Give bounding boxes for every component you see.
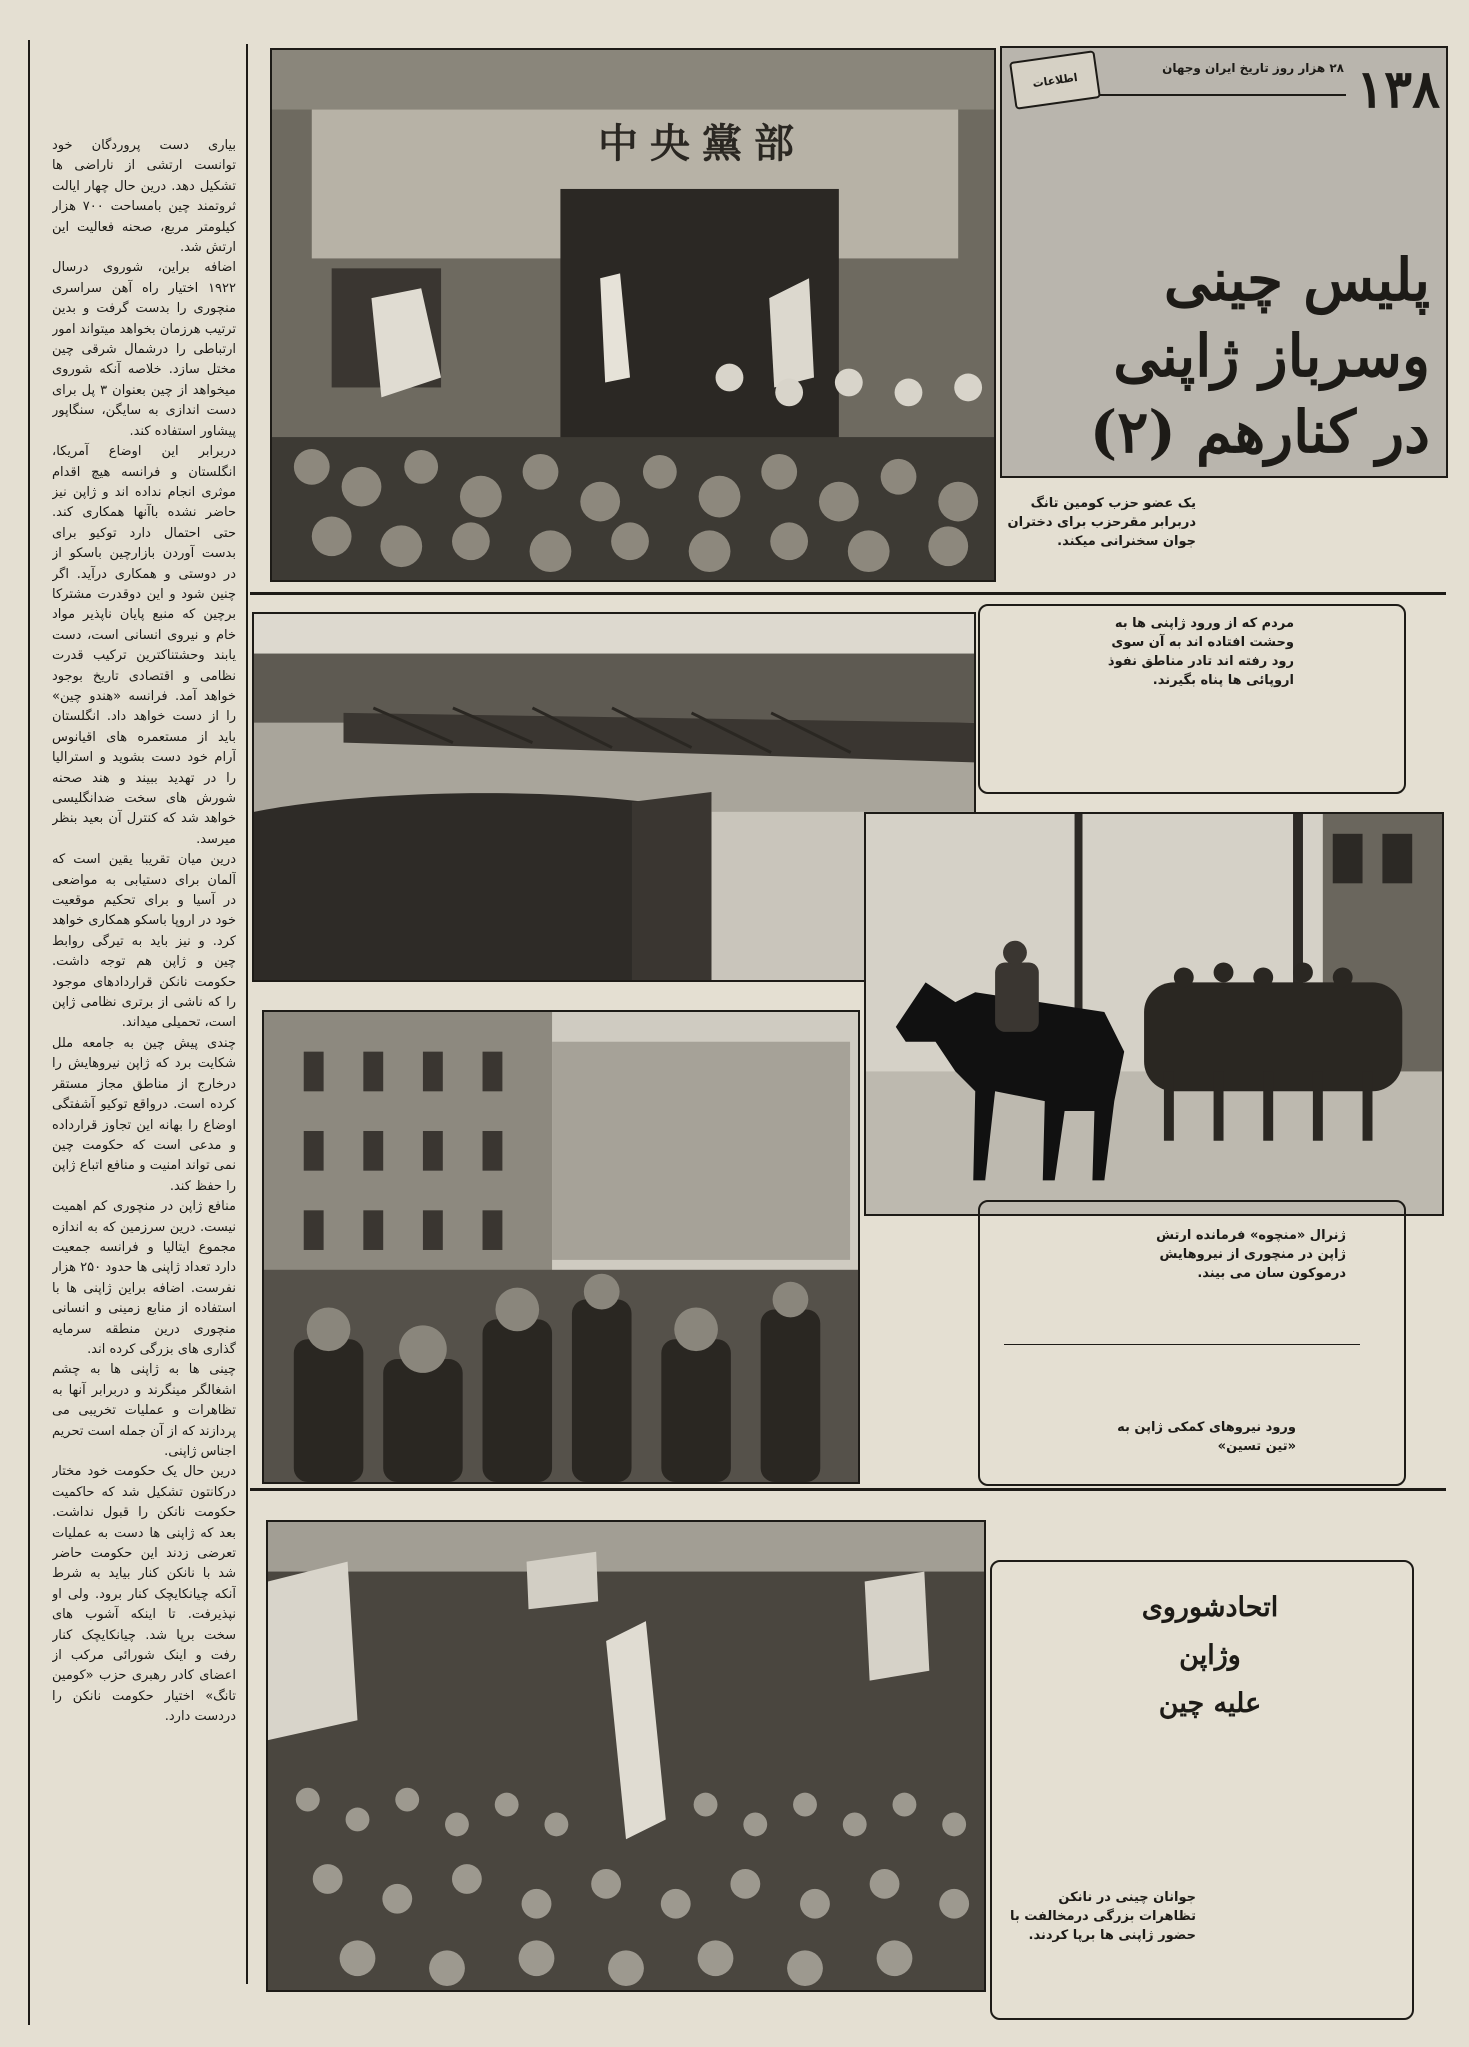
caption-demonstration: جوانان چینی در نانکن تظاهرات بزرگی درمخالفت با حضور ژاپنی ها برپا کردند. <box>1009 1890 1196 1943</box>
caption-speech: یک عضو حزب کومین تانگ دربرابر مقرحزب برای دختران جوان سخنرانی میکند. <box>1007 496 1196 549</box>
photo-sign-text: 中央黨部 <box>598 121 806 167</box>
caption-refugees: مردم که از ورود ژاپنی ها به وحشت افتاده اند به آن سوی رود رفته اند تادر مناطق نفوذ اروپائی ها پناه بگیرند. <box>1107 616 1294 688</box>
title-line-3: در کنارهم (۲) <box>1089 398 1430 466</box>
caption-reinforcements: ورود نیروهای کمکی ژاپن به «تین تسین» <box>1117 1420 1296 1454</box>
title-line-2: وسرباز ژاپنی <box>1113 322 1430 390</box>
title-line-1: پلیس چینی <box>1163 246 1430 314</box>
subsection-title-line-2: وژاپن <box>1179 1640 1241 1671</box>
header-rule <box>1100 94 1346 96</box>
article-body-text: بیاری دست پروردگان خود توانست ارتشی از ناراضی ها تشکیل دهد. درین حال چهار ایالت ثروتمند چین بامساحت ۷۰۰ هزار کیلومتر مربع، صحنه فعالیت این ارتش شد. اضافه براین، شوروی درسال ۱۹۲۲ اختیار راه آهن سراسری منچوری را بدست گرفت و بدین ترتیب هرزمان بخواهد میتواند امور ارتباطی را درشمال شرقی چین مختل سازد. خلاصه آنکه شوروی میخواهد از چین بعنوان ۳ پل برای دست اندازی به سایگن، سنگاپور پیشاور استفاده کند. دربرابر این اوضاع آمریکا، انگلستان و فرانسه هیچ اقدام موثری انجام نداده اند و ژاپن نیز حاضر نشده باآنها همکاری کند. حتی احتمال دارد توکیو برای بدست آوردن بازارچین باسکو از در دوستی و همکاری درآید. اگر چنین شود و این دوقدرت مشترکا برچین که منبع پایان ناپذیر مواد خام و نیروی انسانی است، دست یابند وحشتناکترین ترکیب قدرت نظامی و اقتصادی تاریخ بوجود خواهد آمد. فرانسه «هندو چین» را از دست خواهد داد. انگلستان باید از مستعمره های اقیانوس آرام خود دست بشوید و استرالیا را در تهدید ببیند و هند صحنه شورش های سخت ضدانگلیسی خواهد شد که کنترل آن بعید بنظر میرسد. درین میان تقریبا یقین است که آلمان برای دستیابی به مواضعی در آسیا و برای تحکیم موقعیت خود در اروپا باسکو همکاری خواهد کرد. و نیز باید به تیرگی روابط چین و ژاپن هم توجه داشت. حکومت نانکن قراردادهای موجود را که ناشی از برتری نظامی ژاپن است، تحمیلی میداند. چندی پیش چین به جامعه ملل شکایت برد که ژاپن نیروهایش را درخارج از مناطق مجاز مستقر کرده است. درواقع توکیو آشفتگی اوضاع را بهانه این تجاوز قرارداده و مدعی است که حکومت چین نمی تواند امنیت و منافع اتباع ژاپن را حفظ کند. منافع ژاپن در منچوری کم اهمیت نیست. درین سرزمین که به اندازه مجموع ایتالیا و فرانسه جمعیت دارد تعداد ژاپنی ها حدود ۲۵۰ هزار نفرست. اضافه براین ژاپنی ها با استفاده از منابع زمینی و انسانی منچوری درین منطقه سرمایه گذاری های بزرگی کرده اند. چینی ها به ژاپنی ها به چشم اشغالگر مینگرند و دربرابر آنها به تظاهرات و عملیات تخریبی می پردازند که از آن جمله است تحریم اجناس ژاپنی. درین حال یک حکومت خود مختار درکانتون تشکیل شد که حاکمیت حکومت نانکن را قبول نداشت. بعد که ژاپنی ها دست به عملیات تعرضی زدند این حکومت حاضر شد با نانکن کنار بیاید به شرط آنکه چیانکایچک کنار برود. ولی او نپذیرفت. تا اینکه آشوب های سخت برپا شد. چیانکایچک کنار رفت و اینک شورائی مرکب از اعضای کادر رهبری حزب «کومین تانگ» اختیار حکومت نانکن را دردست دارد. <box>52 138 236 1725</box>
subsection-title-line-1: اتحادشوروی <box>1141 1592 1279 1623</box>
caption-box-rule <box>1004 1344 1360 1345</box>
caption-general: ژنرال «منچوه» فرمانده ارتش ژاپن در منچوری از نیروهایش درموکون سان می بیند. <box>1156 1228 1346 1281</box>
subsection-title-line-3: علیه چین <box>1158 1688 1262 1719</box>
logo-text: اطلاعات <box>1031 70 1079 90</box>
left-margin-rule <box>28 40 30 2025</box>
photo-nanking-demonstration <box>266 1520 986 1992</box>
column-divider-rule <box>246 44 248 1984</box>
section-rule-1 <box>250 592 1446 595</box>
series-title: ۲۸ هزار روز تاریخ ایران وجهان <box>1162 61 1344 75</box>
photo-troops-marching <box>262 1010 860 1484</box>
section-rule-2 <box>250 1488 1446 1491</box>
photo-general-horseback <box>864 812 1444 1216</box>
photo-party-headquarters <box>270 48 996 582</box>
page-number: ۱۳۸ <box>1356 59 1440 120</box>
